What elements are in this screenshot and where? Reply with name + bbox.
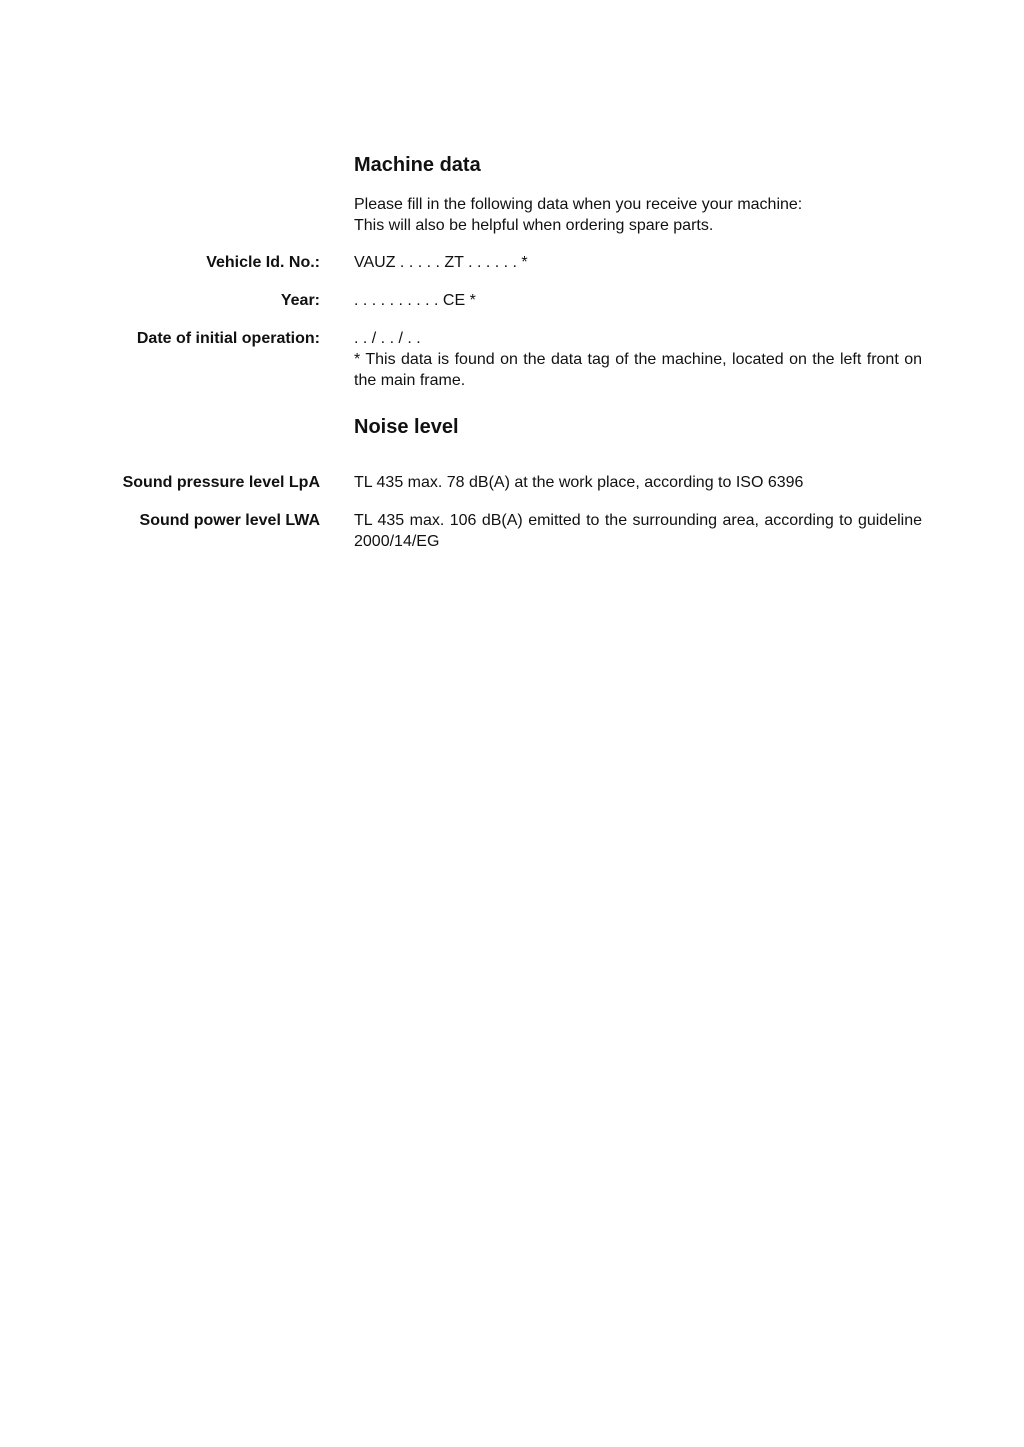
data-tag-footnote: * This data is found on the data tag of the machine, located on the left front on the main frame. [354,351,922,389]
vehicle-id-label: Vehicle Id. No.: [206,254,320,271]
machine-data-heading: Machine data [354,154,481,176]
vehicle-id-value: VAUZ . . . . . ZT . . . . . . * [354,254,528,271]
sound-power-value: TL 435 max. 106 dB(A) emitted to the surrounding area, according to guideline 2000/14/EG [354,512,922,550]
year-label: Year: [280,292,320,309]
year-value: . . . . . . . . . . CE * [354,292,476,309]
sound-pressure-value: TL 435 max. 78 dB(A) at the work place, according to ISO 6396 [354,474,804,491]
intro-line-1: Please fill in the following data when you receive your machine: [354,196,803,213]
machine-data-intro [354,194,922,236]
sound-pressure-label: Sound pressure level LpA [122,474,320,491]
noise-level-heading: Noise level [354,416,459,438]
initial-operation-date: . . / . . / . . [354,330,421,347]
initial-operation-label: Date of initial operation: [136,330,320,347]
initial-operation-value [354,328,922,391]
sound-power-label: Sound power level LWA [139,512,320,529]
intro-line-2: This will also be helpful when ordering spare parts. [354,217,714,234]
